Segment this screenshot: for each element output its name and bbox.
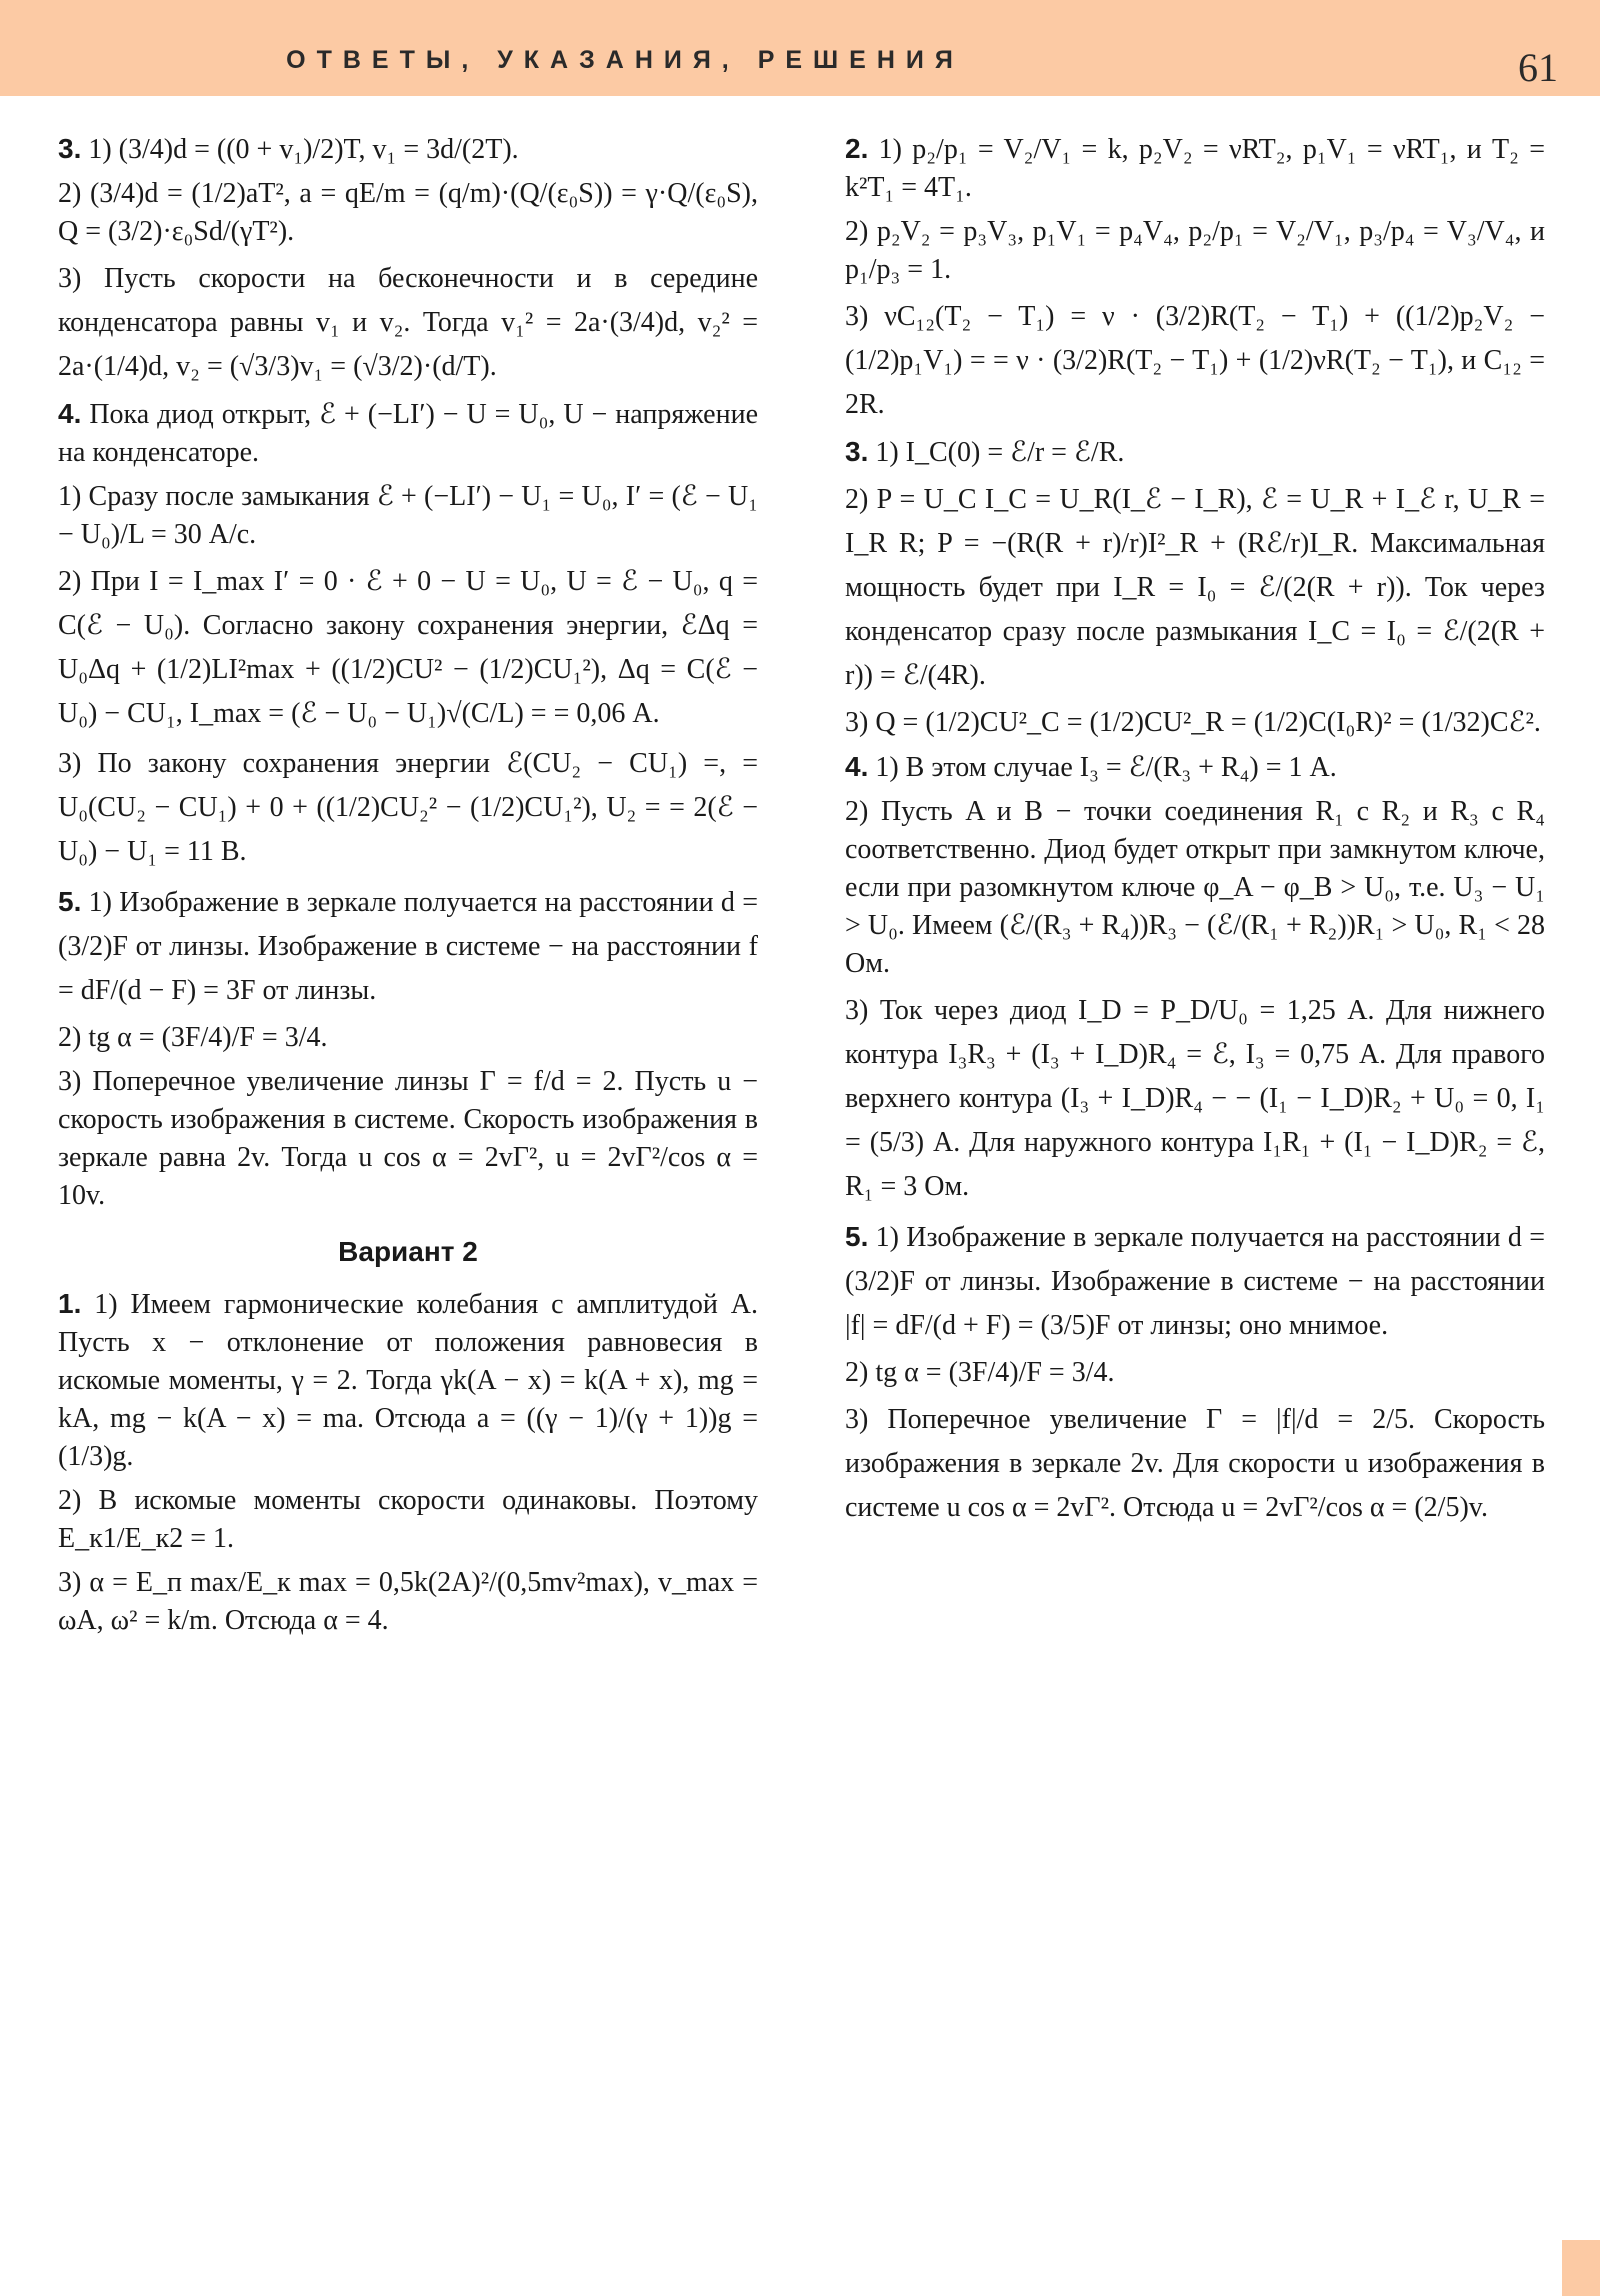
answer-paragraph bbox=[58, 1482, 758, 1558]
answer-text: 1) В этом случае I₃ = ℰ/(R₃ + R₄) = 1 А. bbox=[875, 752, 1337, 783]
problem-number: 5. bbox=[58, 886, 82, 917]
answer-paragraph bbox=[845, 704, 1545, 742]
problem-number: 5. bbox=[845, 1221, 869, 1252]
answer-paragraph bbox=[58, 880, 758, 1013]
answer-paragraph bbox=[845, 1398, 1545, 1530]
problem-number: 2. bbox=[845, 133, 869, 164]
answer-text: 3) По закону сохранения энергии ℰ(CU₂ − CU₁) =, = U₀(CU₂ − CU₁) + 0 + ((1/2)CU₂² − (1/2)CU₁²), U₂ = = 2(ℰ − U₀) − U₁ = 11 В. bbox=[58, 748, 758, 867]
answer-text: 1) Имеем гармонические колебания с амплитудой A. Пусть x − отклонение от положения равновесия в искомые моменты, γ = 2. Тогда γk(A − x) = k(A + x), mg = kA, mg − k(A − x) = ma. Отсюда a = ((γ − 1)/(γ + 1))g = (1/3)g. bbox=[58, 1289, 759, 1472]
page-header bbox=[0, 0, 1600, 96]
answer-text: 3) νC₁₂(T₂ − T₁) = ν · (3/2)R(T₂ − T₁) + ((1/2)p₂V₂ − (1/2)p₁V₁) = = ν · (3/2)R(T₂ − T₁) + (1/2)νR(T₂ − T₁), и C₁₂ = 2R. bbox=[845, 301, 1545, 420]
answer-text: 2) (3/4)d = (1/2)aT², a = qE/m = (q/m)·(Q/(ε₀S)) = γ·Q/(ε₀S), Q = (3/2)·ε₀Sd/(γT²). bbox=[58, 178, 758, 247]
answer-text: 3) Пусть скорости на бесконечности и в середине конденсатора равны v₁ и v₂. Тогда v₁² = 2a·(3/4)d, v₂² = 2a·(1/4)d, v₂ = (√3/3)v₁ = (√3/2)·(d/T). bbox=[58, 263, 758, 382]
answer-text: 3) Поперечное увеличение Γ = |f|/d = 2/5. Скорость изображения в зеркале 2v. Для скорости u изображения в системе u cos α = 2vΓ². Отсюда u = 2vΓ²/cos α = (2/5)v. bbox=[845, 1404, 1545, 1523]
answer-text: 3) Q = (1/2)CU²_C = (1/2)CU²_R = (1/2)C(I₀R)² = (1/32)Cℰ². bbox=[845, 707, 1541, 738]
answer-paragraph bbox=[58, 395, 758, 472]
answer-paragraph bbox=[845, 989, 1545, 1209]
answer-text: 1) I_C(0) = ℰ/r = ℰ/R. bbox=[875, 437, 1125, 468]
answer-text: 2) p₂V₂ = p₃V₃, p₁V₁ = p₄V₄, p₂/p₁ = V₂/V₁, p₃/p₄ = V₃/V₄, и p₁/p₃ = 1. bbox=[845, 216, 1545, 285]
answer-paragraph bbox=[58, 257, 758, 389]
problem-number: 3. bbox=[845, 436, 869, 467]
answer-paragraph bbox=[845, 478, 1545, 698]
answer-paragraph bbox=[58, 478, 758, 554]
answer-text: 2) Пусть A и B − точки соединения R₁ с R₂ и R₃ с R₄ соответственно. Диод будет открыт при замкнутом ключе, если при разомкнутом ключе φ_A − φ_B > U₀, т.е. U₃ − U₁ > U₀. Имеем (ℰ/(R₃ + R₄))R₃ − (ℰ/(R₁ + R₂))R₁ > U₀, R₁ < 28 Ом. bbox=[845, 796, 1545, 979]
answer-paragraph bbox=[845, 130, 1545, 207]
answer-paragraph bbox=[845, 1354, 1545, 1392]
answer-paragraph bbox=[845, 748, 1545, 787]
answer-text: 3) α = E_п max/E_к max = 0,5k(2A)²/(0,5mv²max), v_max = ωA, ω² = k/m. Отсюда α = 4. bbox=[58, 1567, 758, 1636]
problem-number: 4. bbox=[845, 751, 869, 782]
answer-paragraph bbox=[845, 793, 1545, 983]
answer-text: 2) tg α = (3F/4)/F = 3/4. bbox=[845, 1357, 1115, 1388]
answer-text: 1) Изображение в зеркале получается на расстоянии d = (3/2)F от линзы. Изображение в системе − на расстоянии f = dF/(d − F) = 3F от линзы. bbox=[58, 887, 759, 1006]
answer-paragraph bbox=[845, 1215, 1545, 1348]
answer-text: 1) Сразу после замыкания ℰ + (−LI′) − U₁ = U₀, I′ = (ℰ − U₁ − U₀)/L = 30 А/с. bbox=[58, 481, 758, 550]
problem-number: 1. bbox=[58, 1288, 82, 1319]
answer-text: 2) При I = I_max I′ = 0 · ℰ + 0 − U = U₀, U = ℰ − U₀, q = C(ℰ − U₀). Согласно закону сохранения энергии, ℰΔq = U₀Δq + (1/2)LI²max + ((1/2)CU² − (1/2)CU₁²), Δq = C(ℰ − U₀) − CU₁, I_max = (ℰ − U₀ − U₁)√(C/L) = = 0,06 А. bbox=[58, 566, 758, 729]
answer-text: Пока диод открыт, ℰ + (−LI′) − U = U₀, U − напряжение на конденсаторе. bbox=[58, 399, 759, 468]
header-title: ОТВЕТЫ, УКАЗАНИЯ, РЕШЕНИЯ bbox=[286, 46, 964, 74]
right-column bbox=[845, 130, 1545, 1536]
answer-paragraph bbox=[58, 742, 758, 874]
answer-paragraph bbox=[845, 295, 1545, 427]
problem-number: 4. bbox=[58, 398, 82, 429]
answer-text: 3) Ток через диод I_D = P_D/U₀ = 1,25 А. Для нижнего контура I₃R₃ + (I₃ + I_D)R₄ = ℰ, I₃ = 0,75 А. Для правого верхнего контура (I₃ + I_D)R₄ − − (I₁ − I_D)R₂ + U₀ = 0, I₁ = (5/3) А. Для наружного контура I₁R₁ + (I₁ − I_D)R₂ = ℰ, R₁ = 3 Ом. bbox=[845, 995, 1545, 1202]
left-column bbox=[58, 130, 758, 1646]
answer-text: 1) Изображение в зеркале получается на расстоянии d = (3/2)F от линзы. Изображение в системе − на расстоянии |f| = dF/(d + F) = (3/5)F от линзы; оно мнимое. bbox=[845, 1222, 1546, 1341]
answer-text: 1) p₂/p₁ = V₂/V₁ = k, p₂V₂ = νRT₂, p₁V₁ = νRT₁, и T₂ = k²T₁ = 4T₁. bbox=[845, 134, 1545, 203]
page-edge-tab bbox=[1562, 2240, 1600, 2296]
answer-paragraph bbox=[58, 1285, 758, 1476]
answer-text: 2) P = U_C I_C = U_R(I_ℰ − I_R), ℰ = U_R + I_ℰ r, U_R = I_R R; P = −(R(R + r)/r)I²_R + (Rℰ/r)I_R. Максимальная мощность будет при I_R = I₀ = ℰ/(2(R + r)). Ток через конденсатор сразу после размыкания I_C = I₀ = ℰ/(2(R + r)) = ℰ/(4R). bbox=[845, 484, 1545, 691]
answer-paragraph bbox=[58, 1019, 758, 1057]
variant-title: Вариант 2 bbox=[338, 1236, 478, 1267]
answer-paragraph bbox=[58, 560, 758, 736]
answer-text: 1) (3/4)d = ((0 + v₁)/2)T, v₁ = 3d/(2T). bbox=[88, 134, 519, 165]
answer-paragraph bbox=[845, 213, 1545, 289]
answer-text: 2) tg α = (3F/4)/F = 3/4. bbox=[58, 1022, 328, 1053]
page-number: 61 bbox=[1518, 45, 1558, 90]
answer-text: 2) В искомые моменты скорости одинаковы. Поэтому E_к1/E_к2 = 1. bbox=[58, 1485, 758, 1554]
answer-paragraph bbox=[58, 175, 758, 251]
answer-text: 3) Поперечное увеличение линзы Γ = f/d = 2. Пусть u − скорость изображения в системе. Скорость изображения в зеркале равна 2v. Тогда u cos α = 2vΓ², u = 2vΓ²/cos α = 10v. bbox=[58, 1066, 758, 1211]
answer-paragraph bbox=[58, 1063, 758, 1215]
answer-paragraph bbox=[58, 130, 758, 169]
answer-paragraph bbox=[845, 433, 1545, 472]
problem-number: 3. bbox=[58, 133, 82, 164]
answer-paragraph bbox=[58, 1564, 758, 1640]
